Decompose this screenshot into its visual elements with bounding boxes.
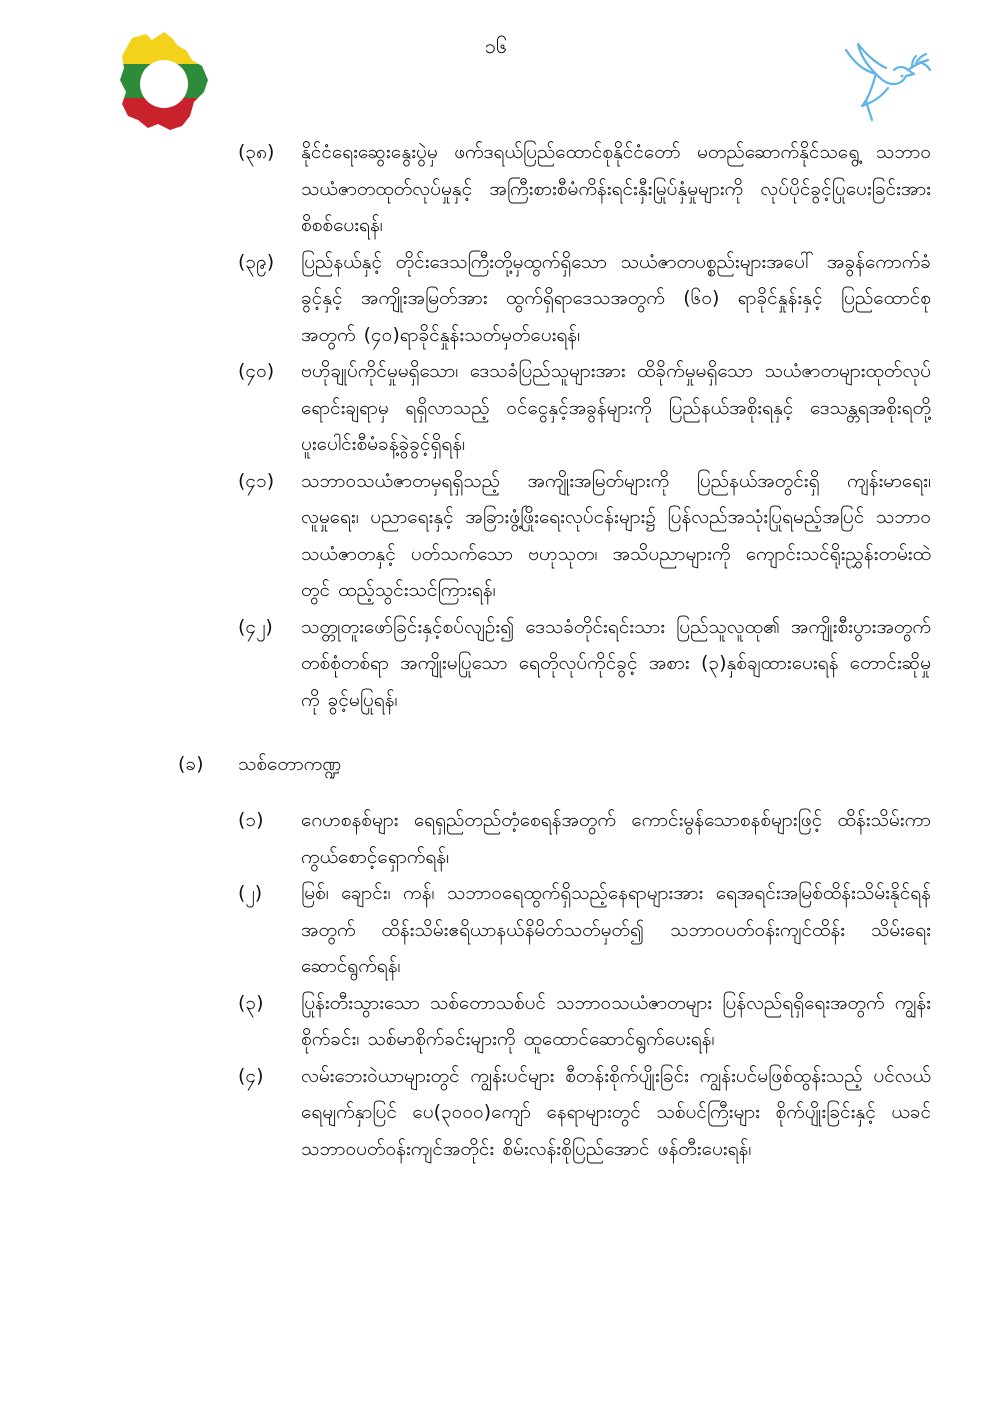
item-text: သဘာဝသယံဇာတမှရရှိသည့် အကျိုးအမြတ်များကို ပြည်နယ်အတွင်းရှိ ကျန်းမာရေး၊ လူမှုရေး၊ ပညာရေးနှင့် အခြားဖွံ့ဖြိုးရေးလုပ်ငန်းများ၌ ပြန်လည်အသုံးပြုရမည့်အပြင် သဘာဝသယံဇာတနှင့် ပတ်သက်သော ဗဟုသုတ၊ အသိပညာများကို ကျောင်းသင်ရိုးညွှန်းတမ်းထဲတွင် ထည့်သွင်းသင်ကြားရန်၊: [301, 469, 931, 601]
list-item: [0, 985, 992, 1058]
section-title: သစ်တောကဏ္ဍ: [238, 753, 342, 775]
item-number: (၄၀): [238, 360, 275, 382]
item-text: သတ္တုတူးဖော်ခြင်းနှင့်စပ်လျဉ်း၍ ဒေသခံတိုင်းရင်းသား ပြည်သူလူထု၏ အကျိုးစီးပွားအတွက် တစ်စုံတစ်ရာ အကျိုးမပြုသော ရေတိုလုပ်ကိုင်ခွင့် အစား (၃)နှစ်ချထားပေးရန် တောင်းဆိုမှုကို ခွင့်မပြုရန်၊: [301, 615, 931, 711]
item-number: (၄၂): [238, 615, 273, 638]
list-item: [0, 463, 992, 609]
list-item: [0, 353, 992, 463]
list-item: [0, 1058, 992, 1168]
item-number: (၄၁): [238, 469, 275, 492]
list-item: [0, 875, 992, 985]
item-number: (၃၉): [238, 250, 275, 273]
item-number: (၂): [238, 882, 263, 904]
peace-dove-icon: [836, 40, 932, 122]
list-item: [0, 244, 992, 354]
item-number: (၁): [238, 809, 264, 831]
item-number: (၄): [238, 1064, 264, 1087]
list-item: [0, 134, 992, 244]
item-text: ပြုန်းတီးသွားသော သစ်တောသစ်ပင် သဘာဝသယံဇာတများ ပြန်လည်ရရှိရေးအတွက် ကျွန်းစိုက်ခင်း၊ သစ်မာစိုက်ခင်းများကို ထူထောင်ဆောင်ရွက်ပေးရန်၊: [301, 991, 931, 1050]
item-text: ဂေဟစနစ်များ ရေရှည်တည်တံ့စေရန်အတွက် ကောင်းမွန်သောစနစ်များဖြင့် ထိန်းသိမ်းကာကွယ်စောင့်ရှောက်ရန်၊: [301, 809, 931, 868]
item-number: (၃): [238, 991, 264, 1014]
list-item: [0, 609, 992, 719]
peace-dove-graphic: [836, 40, 932, 122]
list-item: [0, 802, 992, 875]
item-text: လမ်းဘေးဝဲယာများတွင် ကျွန်းပင်များ စီတန်းစိုက်ပျိုးခြင်း ကျွန်းပင်မဖြစ်ထွန်းသည့် ပင်လယ်ရေမျက်နှာပြင် ပေ(၃၀၀၀)ကျော် နေရာများတွင် သစ်ပင်ကြီးများ စိုက်ပျိုးခြင်းနှင့် ယခင်သဘာဝပတ်ဝန်းကျင်အတိုင်း စိမ်းလန်းစိုပြည်အောင် ဖန်တီးပေးရန်၊: [301, 1064, 931, 1160]
page-number: ၁၆: [484, 34, 508, 58]
item-text: နိုင်ငံရေးဆွေးနွေးပွဲမှ ဖက်ဒရယ်ပြည်ထောင်စုနိုင်ငံတော် မတည်ဆောက်နိုင်သရွေ့ သဘာဝသယံဇာတထုတ်လုပ်မှုနှင့် အကြီးစားစီမံကိန်းရင်းနှီးမြုပ်နှံမှုများကို လုပ်ပိုင်ခွင့်ပြုပေးခြင်းအား စိစစ်ပေးရန်၊: [301, 141, 931, 236]
item-text: ပြည်နယ်နှင့် တိုင်းဒေသကြီးတို့မှထွက်ရှိသော သယံဇာတပစ္စည်းများအပေါ် အခွန်ကောက်ခံခွင့်နှင့် အကျိုးအမြတ်အား ထွက်ရှိရာဒေသအတွက် (၆၀) ရာခိုင်နှုန်းနှင့် ပြည်ထောင်စုအတွက် (၄၀)ရာခိုင်နှုန်းသတ်မှတ်ပေးရန်၊: [301, 250, 931, 346]
document-body: [0, 134, 992, 1167]
item-text: မြစ်၊ ချောင်း၊ ကန်၊ သဘာဝရေထွက်ရှိသည့်နေရာများအား ရေအရင်းအမြစ်ထိန်းသိမ်းနိုင်ရန်အတွက် ထိန်းသိမ်းဧရိယာနယ်နိမိတ်သတ်မှတ်၍ သဘာဝပတ်ဝန်းကျင်ထိန်း သိမ်းရေးဆောင်ရွက်ရန်၊: [301, 882, 931, 977]
item-text: ဗဟိုချုပ်ကိုင်မှုမရှိသော၊ ဒေသခံပြည်သူများအား ထိခိုက်မှုမရှိသော သယံဇာတများထုတ်လုပ်ရောင်းချရာမှ ရရှိလာသည့် ဝင်ငွေနှင့်အခွန်များကို ပြည်နယ်အစိုးရနှင့် ဒေသန္တရအစိုးရတို့ ပူးပေါင်းစီမံခန့်ခွဲခွင့်ရှိရန်၊: [301, 360, 931, 455]
section-heading: [0, 742, 992, 786]
section-number: (ခ): [178, 753, 204, 775]
item-number: (၃၈): [238, 141, 275, 163]
logo-white-circle: [140, 60, 188, 108]
